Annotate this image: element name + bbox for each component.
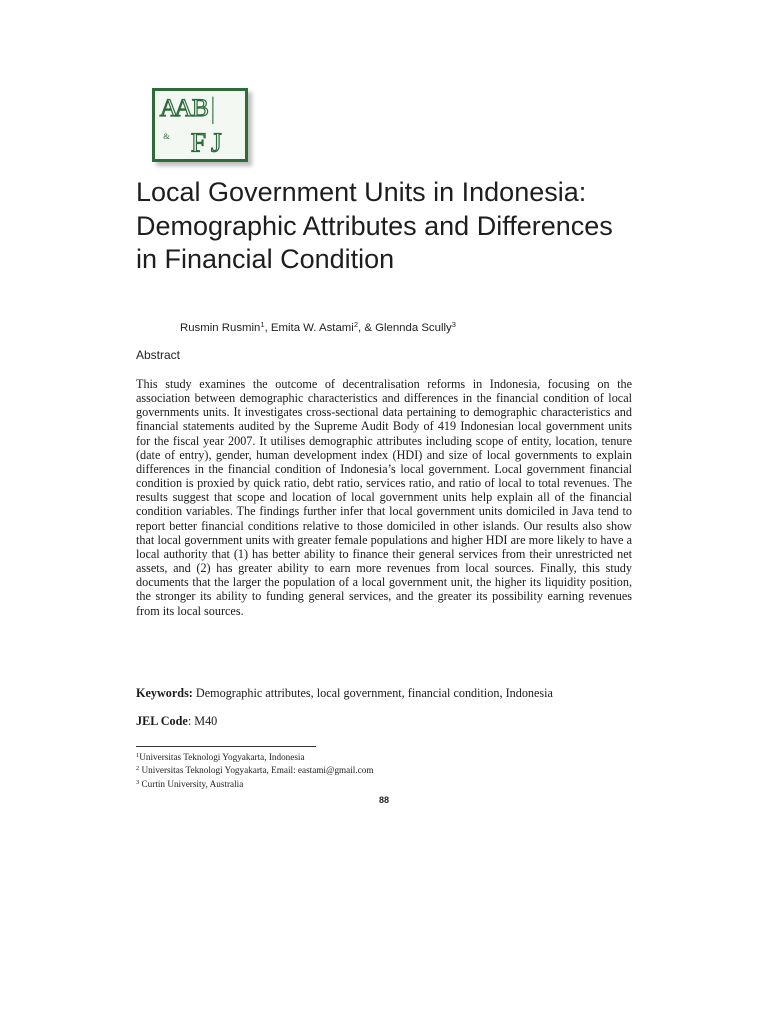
footnote-mark: 1: [136, 752, 140, 759]
jel-code-label: JEL Code: [136, 714, 188, 728]
author-affiliation-mark: 1: [260, 320, 265, 329]
author-name: Glennda Scully: [375, 322, 452, 334]
footnote-divider: [136, 746, 316, 747]
footnotes: [136, 750, 632, 790]
keywords-line: [136, 686, 632, 700]
svg-text:B: B: [191, 92, 209, 122]
abstract-heading: Abstract: [136, 348, 181, 362]
jel-code-line: [136, 714, 632, 728]
author-list: [180, 320, 650, 334]
page-number: 88: [378, 795, 389, 805]
footnote-mark: 2: [136, 765, 140, 773]
footnote: [136, 777, 632, 790]
svg-text:A: A: [174, 92, 193, 122]
author-name: Emita W. Astami: [270, 322, 354, 334]
author-separator: ,: [264, 322, 271, 334]
author-affiliation-mark: 3: [451, 320, 456, 329]
jel-code-value: : M40: [187, 714, 218, 728]
footnote-text: Curtin University, Australia: [139, 778, 244, 789]
svg-text:J: J: [211, 126, 222, 158]
abstract-body: This study examines the outcome of decentralisation reforms in Indonesia, focusing on the association between demographic characteristics and differences in the financial condition of local governments units. It investigates cross-sectional data pertaining to demographic characteristics and financial statements audited by the Supreme Audit Body of 419 Indonesian local government units for the fiscal year 2007. It utilises demographic attributes including scope of entity, location, tenure (date of entry), gender, human development index (HDI) and size of local governments to explain differences in the financial condition of Indonesia’s local government. Local government financial condition is proxied by quick ratio, debt ratio, services ratio, and ratio of local to total revenues. The results suggest that scope and location of local government units help explain all of the financial condition variables. The findings further infer that local government units domiciled in Java tend to report better financial conditions relative to those domiciled in other islands. Our results also show that local government units with greater female populations and higher HDI are more likely to have a local authority that (1) has better ability to finance their general services from their unrestricted net assets, and (2) has greater ability to earn more revenues from local sources. Finally, this study documents that the larger the population of a local government unit, the higher its liquidity position, the stronger its ability to funding general services, and the greater its possibility earning revenues from its local sources.: [136, 377, 632, 618]
keywords-text: Demographic attributes, local government, financial condition, Indonesia: [192, 686, 553, 700]
author-name: Rusmin Rusmin: [180, 322, 261, 334]
svg-text:F: F: [190, 126, 207, 158]
journal-logo-graphic: [155, 91, 245, 159]
svg-text:&: &: [163, 131, 170, 141]
footnote: [136, 750, 632, 763]
keywords-label: Keywords:: [136, 686, 193, 700]
footnote-mark: 3: [136, 778, 140, 786]
journal-logo: [152, 88, 248, 162]
svg-text:A: A: [159, 92, 179, 122]
footnote: [136, 763, 632, 776]
footnote-text: Universitas Teknologi Yogyakarta, Indonesia: [139, 752, 305, 762]
paper-title: Local Government Units in Indonesia: Demographic Attributes and Differences in Financial Condition: [136, 177, 613, 274]
author-separator: , &: [358, 322, 376, 334]
footnote-text: Universitas Teknologi Yogyakarta, Email: eastami@gmail.com: [139, 765, 374, 776]
author-affiliation-mark: 2: [353, 320, 358, 329]
